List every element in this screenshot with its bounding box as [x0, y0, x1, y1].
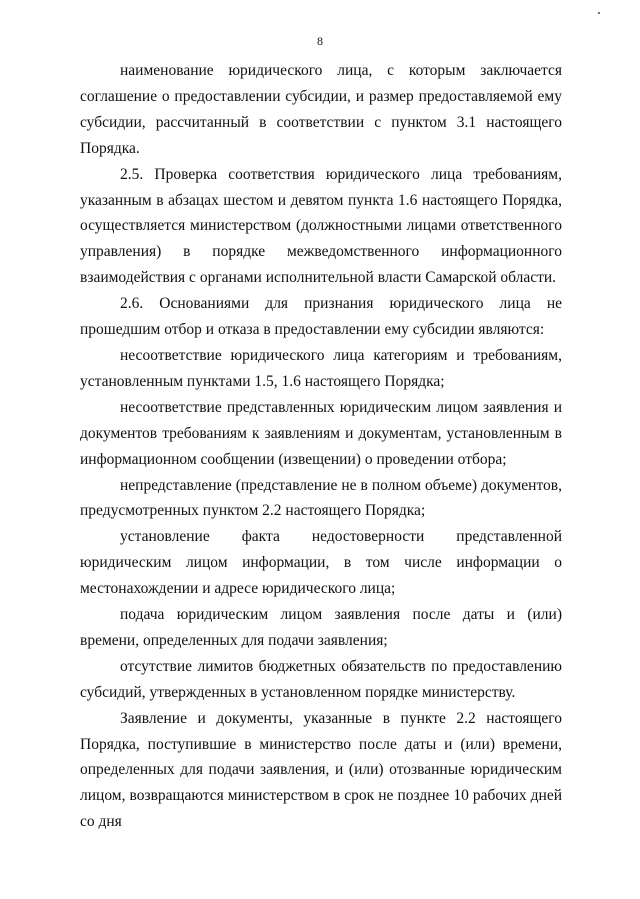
paragraph-ground-3: непредставление (представление не в полном объеме) документов, предусмотренных пунктом 2.2 настоящего Порядка;: [80, 476, 562, 520]
page-number: 8: [317, 34, 323, 48]
paragraph-ground-4: установление факта недостоверности представленной юридическим лицом информации, в том числе информации о местонахождении и адресе юридического лица;: [80, 528, 562, 598]
paragraph-ground-5: подача юридическим лицом заявления после даты и (или) времени, определенных для подачи заявления;: [80, 606, 562, 649]
paragraph-return-documents: Заявление и документы, указанные в пункте 2.2 настоящего Порядка, поступившие в министерство после даты и (или) времени, определенных для подачи заявления, и (или) отозванные юридическим лицом, возвращаются министерством в срок не позднее 10 рабочих дней со дня: [80, 709, 562, 831]
paragraph-2-5: 2.5. Проверка соответствия юридического лица требованиям, указанным в абзацах шестом и девятом пункта 1.6 настоящего Порядка, осуществляется министерством (должностными лицами ответственного управления) в порядке межведомственного информационного взаимодействия с органами исполнительной власти Самарской области.: [80, 165, 562, 287]
paragraph-continuation: наименование юридического лица, с которым заключается соглашение о предоставлении субсидии, и размер предоставляемой ему субсидии, рассчитанный в соответствии с пунктом 3.1 настоящего Порядка.: [80, 62, 562, 157]
paragraph-2-6: 2.6. Основаниями для признания юридического лица не прошедшим отбор и отказа в предоставлении ему субсидии являются:: [80, 295, 562, 339]
paragraph-ground-6: отсутствие лимитов бюджетных обязательств по предоставлению субсидий, утвержденных в установленном порядке министерству.: [80, 657, 562, 701]
paragraph-ground-2: несоответствие представленных юридическим лицом заявления и документов требованиям к заявлениям и документам, установленным в информационном сообщении (извещении) о проведении отбора;: [80, 398, 562, 468]
paragraph-ground-1: несоответствие юридического лица категориям и требованиям, установленным пунктами 1.5, 1.6 настоящего Порядка;: [80, 346, 562, 390]
document-body: [80, 58, 562, 835]
scan-speck: [598, 12, 600, 14]
